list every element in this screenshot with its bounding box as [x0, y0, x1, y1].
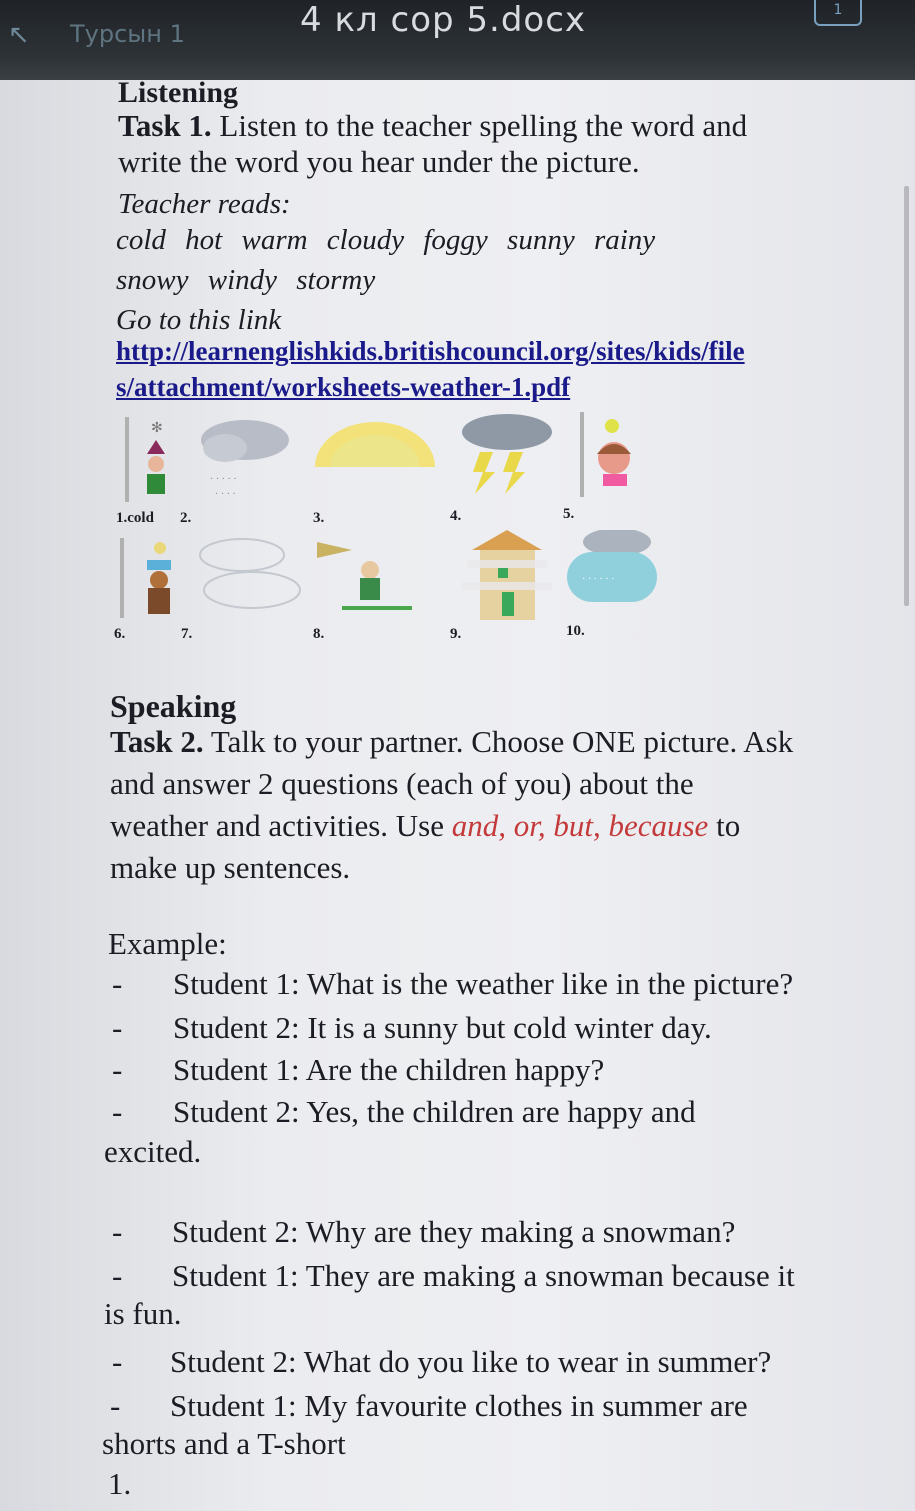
picture-label-9: 9.: [450, 626, 462, 642]
back-arrow-icon[interactable]: ↖: [8, 20, 30, 50]
dialogue-dash: -: [112, 1052, 123, 1087]
picture-label-8: 8.: [313, 626, 325, 642]
dialogue-line: Student 1: What is the weather like in the picture?: [173, 966, 794, 1001]
dialogue-dash: -: [112, 1344, 123, 1379]
picture-label-7: 7.: [181, 626, 193, 642]
weather-words-line1: cold hot warm cloudy foggy sunny rainy: [116, 224, 656, 256]
svg-text:· · · · ·: · · · · ·: [210, 474, 237, 485]
thermometer-icon: [125, 417, 129, 502]
picture-label-2: 2.: [180, 510, 192, 526]
dialogue-line-cont: is fun.: [104, 1296, 182, 1331]
dialogue-line: Student 2: Yes, the children are happy and: [173, 1094, 696, 1129]
svg-text:· · · ·: · · · ·: [215, 489, 236, 500]
dialogue-line: Student 2: It is a sunny but cold winter day.: [173, 1010, 712, 1045]
example-label: Example:: [108, 926, 227, 961]
picture-label-6: 6.: [114, 626, 126, 642]
scrollbar[interactable]: [904, 186, 909, 606]
picture-label-5: 5.: [563, 506, 575, 522]
task2-label: Task 2.: [110, 724, 204, 759]
windy-icon: [317, 542, 412, 608]
hot-face-icon: [597, 419, 631, 486]
task2-text1: Talk to your partner. Choose ONE picture. Ask: [203, 724, 794, 759]
dialogue-dash: -: [112, 1258, 123, 1293]
dialogue-line-cont: shorts and a T-short: [102, 1426, 346, 1461]
worksheet-link-line2[interactable]: s/attachment/worksheets-weather-1.pdf: [116, 372, 571, 402]
file-name-title: 4 кл сор 5.docx: [300, 0, 587, 40]
rain-cloud-icon: [201, 420, 289, 500]
storm-cloud-icon: [462, 414, 552, 494]
teacher-reads: Teacher reads:: [118, 188, 291, 220]
dialogue-dash: -: [112, 1094, 123, 1129]
task2-text3b: to: [708, 808, 741, 843]
listening-heading: Listening: [118, 76, 239, 109]
weather-words-line2: snowy windy stormy: [116, 264, 376, 296]
weather-pictures-row1: [115, 412, 655, 512]
cold-girl-icon: [147, 421, 165, 494]
dialogue-line: Student 2: What do you like to wear in summer?: [170, 1344, 772, 1379]
thermometer-icon: [120, 538, 124, 618]
dialogue-line: Student 2: Why are they making a snowman?: [172, 1214, 736, 1249]
dialogue-dash: -: [112, 1214, 123, 1249]
cloudy-icon: [200, 539, 300, 608]
picture-label-4: 4.: [450, 508, 462, 524]
snowy-cloud-icon: [567, 530, 657, 602]
task1-line2: write the word you hear under the picture.: [118, 144, 640, 179]
svg-text:✻: ✻: [151, 421, 163, 436]
worksheet-link-line1[interactable]: http://learnenglishkids.britishcouncil.org/sites/kids/file: [116, 336, 745, 366]
dialogue-dash: -: [112, 1010, 123, 1045]
task1-label: Task 1.: [118, 108, 212, 143]
dialogue-dash: -: [110, 1388, 121, 1423]
task2-line3: [110, 808, 740, 844]
svg-text:· · · · · ·: · · · · · ·: [582, 574, 615, 585]
app-label: Турсын 1: [70, 20, 185, 48]
task2-text3a: weather and activities. Use: [110, 808, 452, 843]
weather-pictures-row2: [112, 530, 657, 630]
warm-boy-icon: [147, 542, 171, 614]
speaking-heading: Speaking: [110, 688, 237, 724]
picture-label-1: 1.cold: [116, 510, 154, 526]
page-badge[interactable]: 1: [814, 0, 862, 26]
dialogue-line: Student 1: They are making a snowman because it: [172, 1258, 795, 1293]
dialogue-dash: -: [112, 966, 123, 1001]
picture-label-10: 10.: [566, 623, 585, 639]
task2-line2: and answer 2 questions (each of you) about the: [110, 766, 694, 801]
app-top-bar: [0, 0, 915, 80]
sun-icon: [315, 422, 435, 467]
trailing-number: 1.: [108, 1466, 132, 1501]
task1-text1: Listen to the teacher spelling the word and: [211, 108, 748, 143]
task2-line1: [110, 724, 793, 760]
foggy-house-icon: [462, 530, 552, 620]
dialogue-line: Student 1: My favourite clothes in summer are: [170, 1388, 748, 1423]
task1-line1: [118, 108, 747, 144]
picture-label-3: 3.: [313, 510, 325, 526]
thermometer-icon: [580, 412, 584, 497]
conjunctions: and, or, but, because: [451, 808, 709, 843]
task2-line4: make up sentences.: [110, 850, 351, 885]
dialogue-line: Student 1: Are the children happy?: [173, 1052, 605, 1087]
go-to-link-text: Go to this link: [116, 304, 282, 336]
dialogue-line-cont: excited.: [104, 1134, 202, 1169]
